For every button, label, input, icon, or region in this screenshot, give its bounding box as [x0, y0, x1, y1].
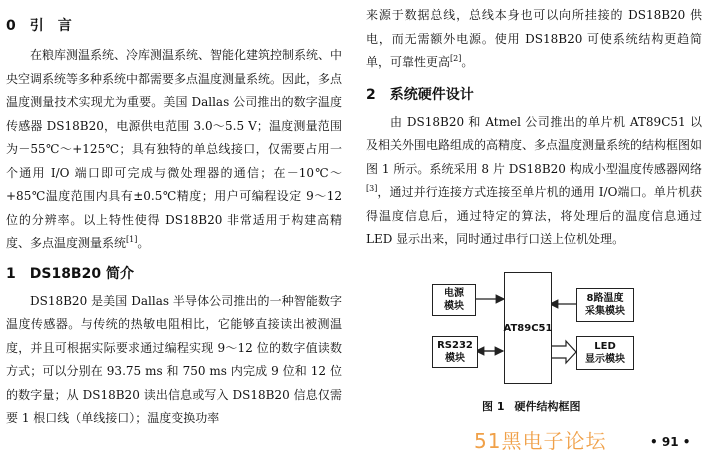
ds18b20-paragraph: DS18B20 是美国 Dallas 半导体公司推出的一种智能数字温度传感器。与传统的热敏电阻相比，它能够直接读出被测温度，并且可根据实际要求通过编程实现 9～12 位的数字值读数方式；可以分别在 93.75 ms 和 750 ms 内完成 9 位和 12 位的数字量；从 DS18B20 读出信息或写入 DS18B20 信息仅需要 1 根口线（单线接口）；温度变换功率	[6, 293, 342, 425]
power-module-label-2: 模块	[444, 301, 464, 312]
heading-ds18b20	[6, 264, 342, 284]
right-column	[366, 0, 702, 252]
temp-module-label-2: 采集模块	[585, 306, 625, 317]
mcu-label: AT89C51	[503, 322, 553, 334]
heading-hardware-title: 系统硬件设计	[389, 86, 474, 103]
hardware-paragraph-end: ，通过并行连接方式连接至单片机的通用 I/O端口。单片机获得温度信息后，通过特定的算法，将处理后的温度信息通过 LED 显示出来，同时通过串行口送上位机处理。	[366, 185, 702, 246]
rs232-module-label-1: RS232	[437, 340, 473, 351]
power-module-label-1: 电源	[444, 288, 464, 299]
citation-2: [2]	[450, 54, 462, 63]
arrow-mcu-to-led	[550, 341, 576, 363]
page-number: • 91 •	[650, 435, 691, 449]
hardware-block-diagram	[426, 272, 636, 384]
ds18b20-continued-text: 来源于数据总线，总线本身也可以向所挂接的 DS18B20 供电，而无需额外电源。使用 DS18B20 可使系统结构更趋简单，可靠性更高	[366, 8, 702, 69]
figure-caption	[482, 398, 580, 414]
heading-intro	[6, 16, 342, 36]
led-module-label-1: LED	[594, 341, 616, 352]
led-module-box	[576, 336, 634, 370]
rs232-module-box	[432, 336, 478, 368]
intro-paragraph-end: 。	[137, 236, 150, 250]
rs232-module-label-2: 模块	[445, 353, 465, 364]
watermark: 51黑电子论坛	[474, 429, 607, 453]
citation-1: [1]	[126, 235, 138, 244]
led-module-label-2: 显示模块	[585, 354, 625, 365]
hardware-paragraph-text: 由 DS18B20 和 Atmel 公司推出的单片机 AT89C51 以及相关外围电路组成的高精度、多点温度测量系统的结构框图如图 1 所示。系统采用 8 片 DS18B20 构成小型温度传感器网络	[366, 114, 703, 176]
heading-hardware-number: 2	[366, 86, 376, 103]
heading-intro-title: 引 言	[29, 18, 72, 34]
power-module-box	[432, 284, 476, 316]
left-column	[6, 0, 342, 431]
hardware-paragraph	[366, 111, 702, 252]
temp-module-box	[576, 288, 634, 322]
intro-paragraph-text: 在粮库测温系统、冷库测温系统、智能化建筑控制系统、中央空调系统等多种系统中都需要多点温度测量系统。因此，多点温度测量技术实现尤为重要。美国 Dallas 公司推出的数字温度传感器 DS18B20，电源供电范围 3.0～5.5 V；温度测量范围为－55℃～+125℃；具有独特的单总线接口，仅需要占用一个通用 I/O 端口即可完成与微处理器的通信；在－10℃～+85℃温度范围内具有±0.5℃精度；用户可编程设定 9～12 位的分辨率。以上特性使得 DS18B20 非常适用于构建高精度、多点温度测量系统	[6, 48, 343, 250]
citation-3: [3]	[366, 184, 378, 193]
temp-module-label-1: 8路温度	[586, 293, 624, 304]
figure-caption-text: 硬件结构框图	[514, 400, 581, 413]
heading-ds18b20-number: 1	[6, 265, 16, 282]
heading-intro-number: 0	[6, 18, 16, 34]
intro-paragraph	[6, 44, 342, 256]
mcu-box	[504, 272, 552, 384]
heading-hardware	[366, 85, 702, 105]
ds18b20-continued-end: 。	[461, 55, 474, 69]
figure-caption-number: 图 1	[482, 400, 505, 413]
heading-ds18b20-title: DS18B20 简介	[29, 265, 134, 282]
ds18b20-paragraph-continued	[366, 4, 702, 75]
